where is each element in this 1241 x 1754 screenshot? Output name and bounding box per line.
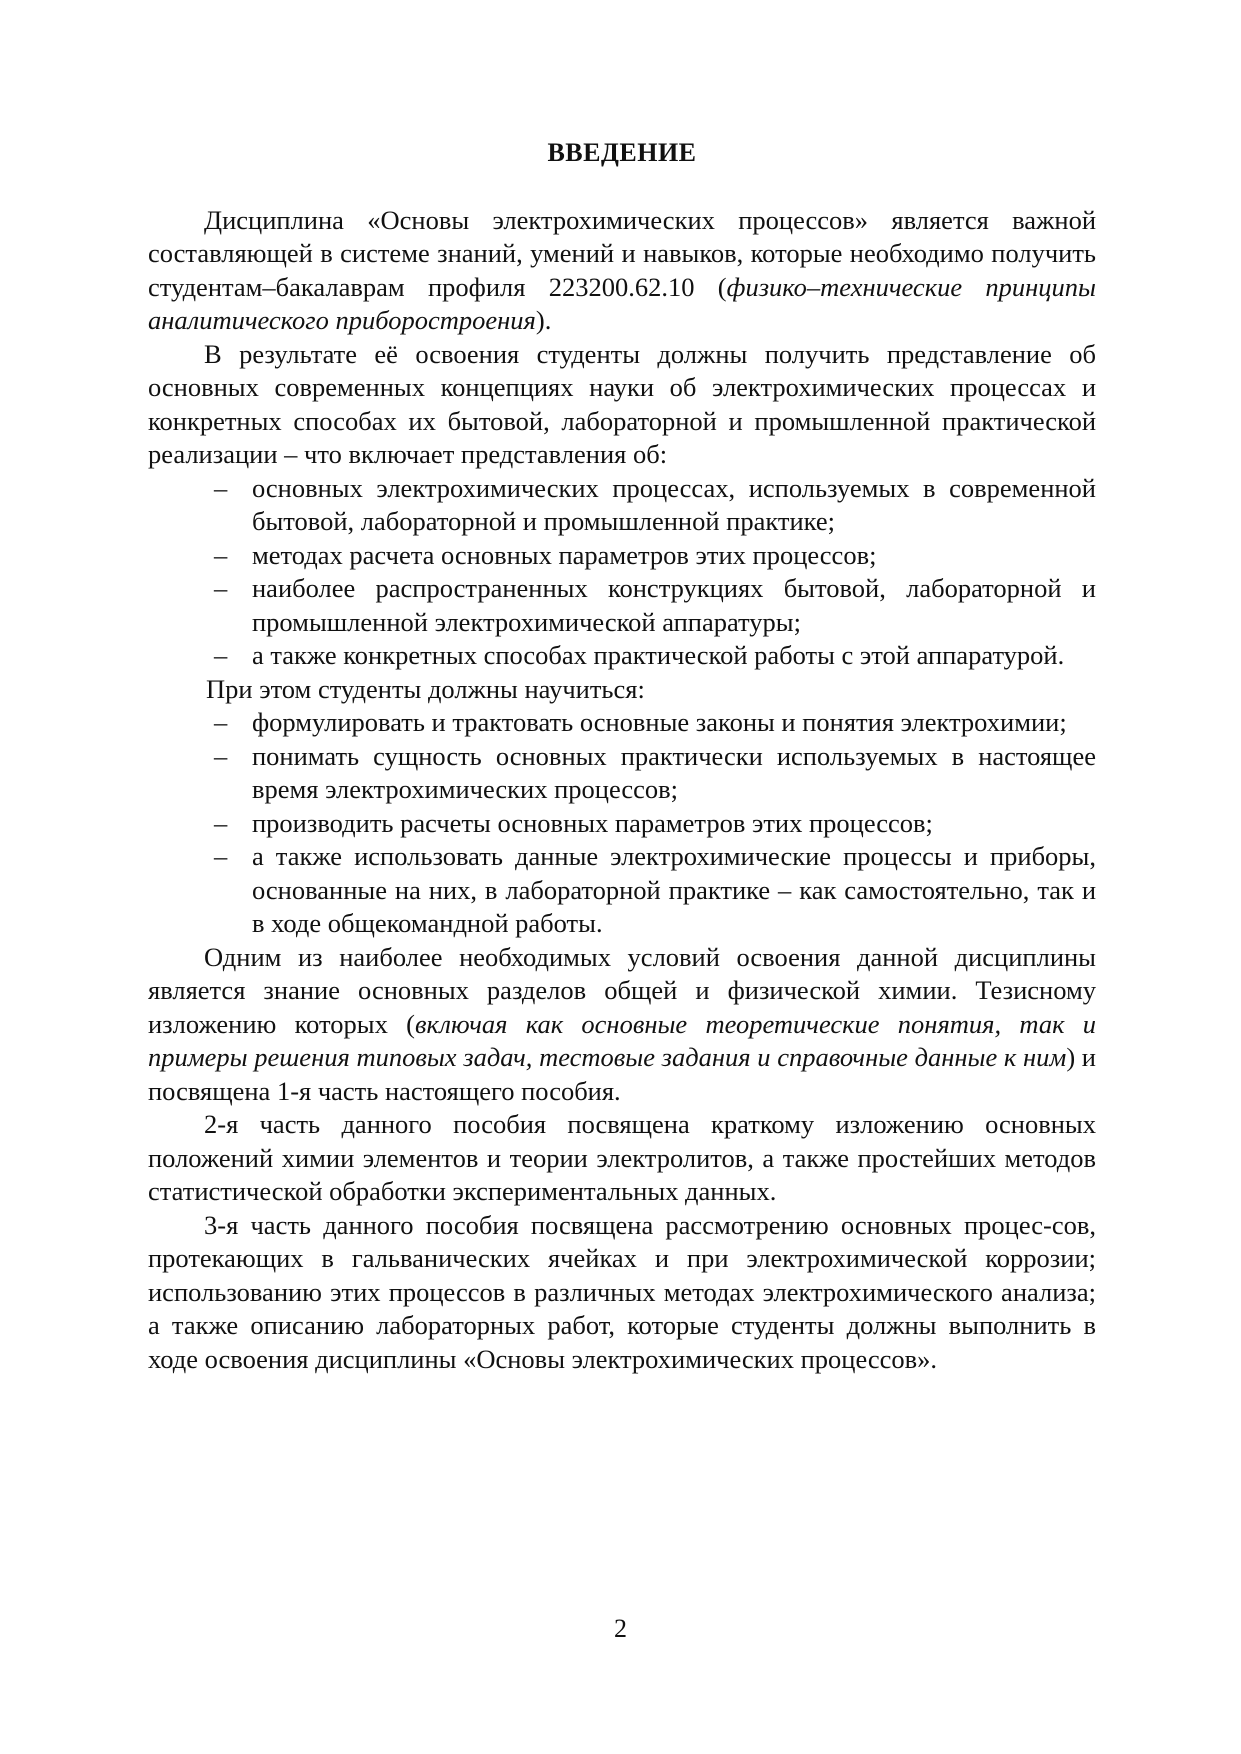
dash-marker: – — [214, 807, 228, 838]
list-item-text: формулировать и трактовать основные законы и понятия электрохимии; — [252, 707, 1067, 737]
list-item — [148, 807, 1096, 841]
paragraph-3 — [148, 941, 1096, 1109]
list-item — [148, 639, 1096, 673]
paragraph-5: 3-я часть данного пособия посвящена рассмотрению основных процес-сов, протекающих в гальванических ячейках и при электрохимической коррозии; использованию этих процессов в различных методах электрохимического анализа; а также описанию лабораторных работ, которые студенты должны выполнить в ходе освоения дисциплины «Основы электрохимических процессов». — [148, 1209, 1096, 1374]
intro-p1-text: Дисциплина «Основы электрохимических процессов» является важной составляющей в системе знаний, умений и навыков, которые необходимо получить студентам–бакалаврам профиля 223200.62.10 ( — [148, 204, 1096, 302]
page-content — [148, 136, 1096, 1376]
dash-marker: – — [214, 707, 228, 737]
p3-italic: включая как основные теоретические понятия, так и примеры решения типовых задач, тестовые задания и справочные данные к ним — [148, 1008, 1097, 1072]
dash-marker: – — [214, 841, 228, 871]
p3-text: Одним из наиболее необходимых условий освоения данной дисциплины является знание основных разделов общей и физической химии. Тезисному изложению которых ( — [148, 941, 1096, 1039]
paragraph-4: 2-я часть данного пособия посвящена краткому изложению основных положений химии элементов и теории электролитов, а также простейших методов статистической обработки экспериментальных данных. — [148, 1109, 1096, 1206]
concepts-list — [148, 472, 1096, 673]
list-item-text: основных электрохимических процессах, используемых в современной бытовой, лабораторной и промышленной практике; — [252, 472, 1096, 536]
p3-end: ) и посвящена 1-я часть настоящего пособия. — [148, 1042, 1096, 1106]
dash-marker: – — [214, 539, 228, 570]
list-item-text: наиболее распространенных конструкциях бытовой, лабораторной и промышленной электрохимической аппаратуры; — [252, 573, 1096, 637]
dash-marker: – — [214, 573, 228, 603]
list-item — [148, 539, 1096, 573]
list-item-text: а также использовать данные электрохимические процессы и приборы, основанные на них, в лабораторной практике – как самостоятельно, так и в ходе общекомандной работы. — [252, 841, 1096, 938]
list-item — [148, 472, 1096, 539]
dash-marker: – — [214, 472, 228, 503]
learn-intro: При этом студенты должны научиться: — [206, 673, 645, 704]
list-item-text: производить расчеты основных параметров этих процессов; — [252, 807, 933, 838]
list-item-text: понимать сущность основных практически используемых в настоящее время электрохимических процессов; — [252, 740, 1096, 804]
list-item — [148, 572, 1096, 639]
list-item — [148, 706, 1096, 740]
intro-p1-end: ). — [535, 305, 552, 335]
list-item-text: а также конкретных способах практической работы с этой аппаратурой. — [252, 640, 1065, 670]
dash-marker: – — [214, 740, 228, 771]
intro-paragraph-1 — [148, 204, 1096, 338]
list-item — [148, 840, 1096, 941]
list-item — [148, 740, 1096, 807]
intro-p1-italic: физико–технические принципы аналитического приборостроения — [148, 271, 1096, 335]
intro-paragraph-2: В результате её освоения студенты должны получить представление об основных современных концепциях науки об электрохимических процессах и конкретных способах их бытовой, лабораторной и промышленной практической реализации – что включает представления об: — [148, 338, 1096, 469]
skills-list — [148, 706, 1096, 941]
list-item-text: методах расчета основных параметров этих процессов; — [252, 539, 877, 570]
dash-marker: – — [214, 640, 228, 670]
page-title: ВВЕДЕНИЕ — [547, 138, 697, 167]
page-number: 2 — [614, 1614, 627, 1643]
